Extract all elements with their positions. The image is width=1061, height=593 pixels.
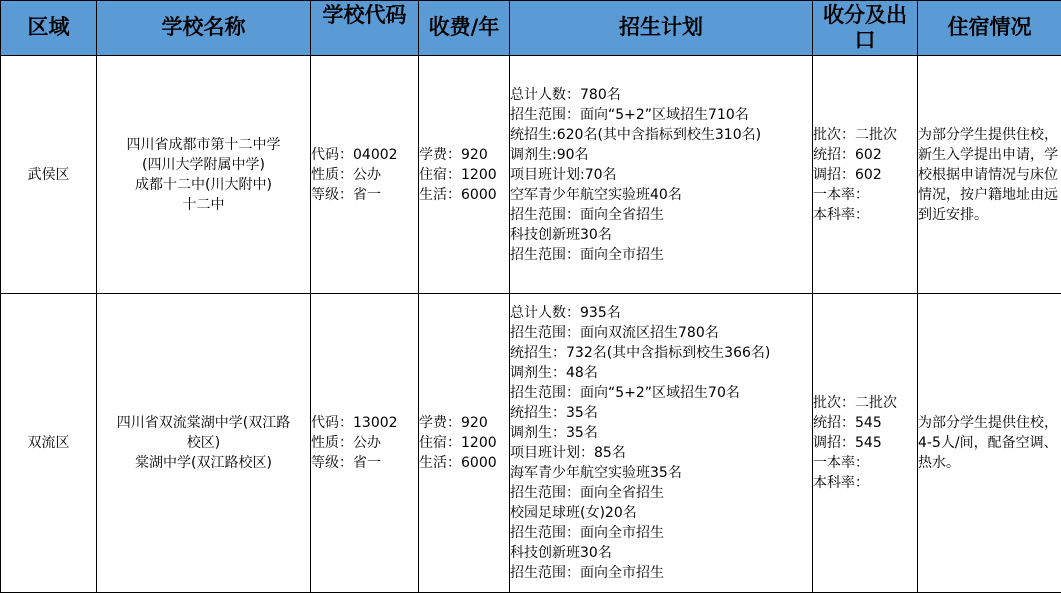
plan-line: 招生范围：面向全省招生 <box>510 205 812 225</box>
plan-line: 招生范围：面向“5+2”区域招生70名 <box>510 383 812 403</box>
score-line: 批次：二批次 <box>813 125 917 145</box>
score-line: 一本率： <box>813 453 917 473</box>
plan-line: 科技创新班30名 <box>510 543 812 563</box>
plan-line: 招生范围：面向全市招生 <box>510 523 812 543</box>
school-name-line: 十二中 <box>97 195 310 215</box>
plan-line: 招生范围：面向全市招生 <box>510 245 812 265</box>
score-line: 调招：545 <box>813 433 917 453</box>
code-line: 等级：省一 <box>311 185 418 205</box>
score-line: 调招：602 <box>813 165 917 185</box>
enrollment-plan-cell <box>510 56 813 294</box>
code-line: 代码：13002 <box>311 413 418 433</box>
score-line: 本科率： <box>813 473 917 493</box>
header-fees: 收费/年 <box>419 1 510 56</box>
school-name-cell <box>97 56 311 294</box>
score-line: 一本率： <box>813 185 917 205</box>
enrollment-plan-cell <box>510 294 813 593</box>
code-line: 性质：公办 <box>311 433 418 453</box>
housing-text: 为部分学生提供住校，新生入学提出申请，学校根据申请情况与床位情况，按户籍地址由远到近安排。 <box>918 125 1061 225</box>
plan-line: 招生范围：面向双流区招生780名 <box>510 323 812 343</box>
plan-line: 校园足球班(女)20名 <box>510 503 812 523</box>
plan-line: 海军青少年航空实验班35名 <box>510 463 812 483</box>
scores-cell <box>813 56 918 294</box>
table-row <box>1 56 1061 294</box>
scores-cell <box>813 294 918 593</box>
plan-line: 总计人数：780名 <box>510 85 812 105</box>
plan-line: 招生范围：面向“5+2”区域招生710名 <box>510 105 812 125</box>
school-name-line: 校区) <box>97 433 310 453</box>
fee-line: 生活：6000 <box>419 453 509 473</box>
plan-line: 科技创新班30名 <box>510 225 812 245</box>
school-name-cell <box>97 294 311 593</box>
school-name-line: 成都十二中(川大附中) <box>97 175 310 195</box>
housing-cell <box>918 56 1061 294</box>
plan-line: 总计人数：935名 <box>510 303 812 323</box>
header-scores: 收分及出口 <box>813 1 918 56</box>
school-name-line: 四川省成都市第十二中学 <box>97 135 310 155</box>
fee-line: 住宿：1200 <box>419 165 509 185</box>
school-name-line: 棠湖中学(双江路校区) <box>97 453 310 473</box>
fees-cell <box>419 56 510 294</box>
housing-text: 为部分学生提供住校，4-5人/间，配备空调、热水。 <box>918 413 1061 473</box>
header-enrollment-plan: 招生计划 <box>510 1 813 56</box>
plan-line: 统招生：35名 <box>510 403 812 423</box>
fee-line: 学费：920 <box>419 413 509 433</box>
plan-line: 项目班计划：85名 <box>510 443 812 463</box>
plan-line: 调剂生:90名 <box>510 145 812 165</box>
score-line: 统招：545 <box>813 413 917 433</box>
district-cell: 武侯区 <box>1 56 97 294</box>
housing-cell <box>918 294 1061 593</box>
fee-line: 学费：920 <box>419 145 509 165</box>
plan-line: 调剂生：35名 <box>510 423 812 443</box>
plan-line: 统招生:620名(其中含指标到校生310名) <box>510 125 812 145</box>
score-line: 统招：602 <box>813 145 917 165</box>
school-name-line: (四川大学附属中学) <box>97 155 310 175</box>
header-school-name: 学校名称 <box>97 1 311 56</box>
code-line: 等级：省一 <box>311 453 418 473</box>
header-row <box>1 1 1061 56</box>
school-code-cell <box>311 294 419 593</box>
plan-line: 统招生：732名(其中含指标到校生366名) <box>510 343 812 363</box>
district-cell: 双流区 <box>1 294 97 593</box>
fee-line: 住宿：1200 <box>419 433 509 453</box>
plan-line: 项目班计划:70名 <box>510 165 812 185</box>
header-district: 区域 <box>1 1 97 56</box>
header-housing: 住宿情况 <box>918 1 1061 56</box>
score-line: 本科率： <box>813 205 917 225</box>
fees-cell <box>419 294 510 593</box>
table-row <box>1 294 1061 593</box>
score-line: 批次：二批次 <box>813 393 917 413</box>
school-name-line: 四川省双流棠湖中学(双江路 <box>97 413 310 433</box>
plan-line: 调剂生：48名 <box>510 363 812 383</box>
fee-line: 生活：6000 <box>419 185 509 205</box>
plan-line: 空军青少年航空实验班40名 <box>510 185 812 205</box>
code-line: 性质：公办 <box>311 165 418 185</box>
school-code-cell <box>311 56 419 294</box>
plan-line: 招生范围：面向全市招生 <box>510 563 812 583</box>
header-school-code: 学校代码 <box>311 1 419 56</box>
code-line: 代码：04002 <box>311 145 418 165</box>
plan-line: 招生范围：面向全省招生 <box>510 483 812 503</box>
